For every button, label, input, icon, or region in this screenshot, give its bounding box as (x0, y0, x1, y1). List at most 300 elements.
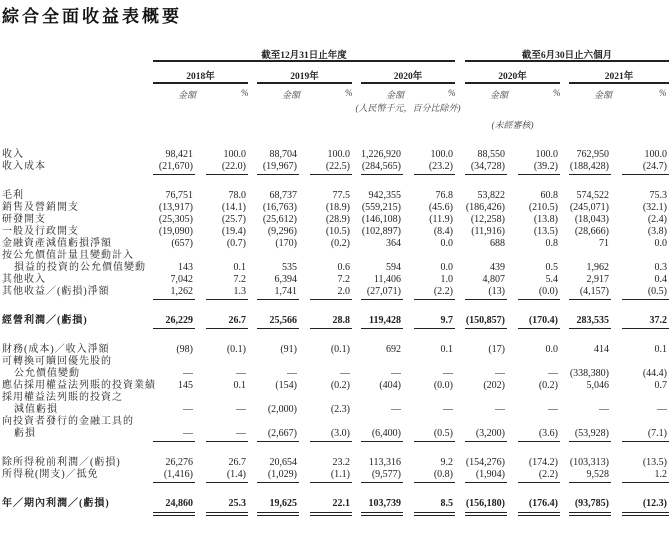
amount-cell: (16,763) (262, 202, 297, 213)
amount-cell: (19,090) (158, 226, 193, 237)
row-label: 銷售及營銷開支 (2, 202, 79, 213)
row-label: 公允價值變動 (14, 368, 80, 379)
pct-cell: 0.1 (233, 380, 246, 391)
pct-cell: (0.2) (330, 380, 350, 391)
amount-cell: (146,108) (361, 214, 401, 225)
pct-cell: (2.4) (647, 214, 667, 225)
row-label: 按公允價值計量且變動計入 (2, 250, 134, 261)
pct-cell: (1.4) (226, 469, 246, 480)
amount-cell: (188,428) (569, 161, 609, 172)
pct-cell: (10.5) (325, 226, 350, 237)
pct-cell: (3.0) (330, 428, 350, 439)
divider (569, 174, 611, 175)
pct-cell: 0.1 (233, 262, 246, 273)
divider (414, 482, 455, 483)
pct-cell: (0.1) (226, 344, 246, 355)
pct-cell: 100.0 (430, 149, 453, 160)
pct-cell: 0.0 (440, 262, 453, 273)
amount-cell: 4,807 (482, 274, 505, 285)
divider (153, 60, 455, 62)
double-divider (465, 512, 507, 516)
amount-cell: (154,276) (465, 457, 505, 468)
divider (153, 82, 248, 84)
amount-cell: 574,522 (576, 190, 609, 201)
amount-cell: (53,928) (574, 428, 609, 439)
amount-cell: 119,428 (369, 315, 401, 326)
amount-cell: 9,528 (586, 469, 609, 480)
row-label: 所得稅(開支)／抵免 (2, 469, 99, 480)
pct-cell: (174.2) (528, 457, 558, 468)
amount-cell: 1,962 (586, 262, 609, 273)
amount-cell: 1,226,920 (361, 149, 401, 160)
row-label: 可轉換可贖回優先股的 (2, 356, 112, 367)
amount-cell: (98) (176, 344, 193, 355)
year-header-2020-h1: 2020年 (498, 72, 527, 82)
amount-cell: 24,860 (165, 498, 193, 509)
amount-cell: (9,577) (371, 469, 401, 480)
row-label: 研發開支 (2, 214, 46, 225)
table-row (0, 314, 669, 327)
amount-cell: — (183, 368, 193, 379)
amount-cell: — (183, 428, 193, 439)
amount-cell: (93,785) (574, 498, 609, 509)
amount-cell: (27,071) (366, 286, 401, 297)
amount-cell: 113,316 (368, 457, 401, 468)
pct-cell: (0.2) (330, 238, 350, 249)
amount-cell: (9,296) (267, 226, 297, 237)
divider (569, 482, 611, 483)
row-label: 除所得稅前利潤／(虧損) (2, 457, 121, 468)
pct-header: % (659, 88, 667, 98)
amount-cell: 145 (178, 380, 193, 391)
divider (206, 174, 248, 175)
divider (622, 174, 669, 175)
amount-cell: 25,566 (269, 315, 297, 326)
amount-cell: — (391, 404, 401, 415)
double-divider (361, 512, 403, 516)
row-label: 虧損 (14, 428, 36, 439)
pct-cell: (7.1) (647, 428, 667, 439)
pct-cell: 22.1 (332, 498, 350, 509)
divider (310, 441, 352, 442)
double-divider (206, 512, 248, 516)
divider (518, 482, 560, 483)
divider (569, 82, 669, 84)
amount-cell: (202) (483, 380, 505, 391)
amount-cell: 692 (386, 344, 401, 355)
pct-cell: (14.1) (221, 202, 246, 213)
pct-cell: 8.5 (440, 498, 453, 509)
pct-cell: 9.7 (440, 315, 453, 326)
pct-cell: — (548, 368, 558, 379)
amount-cell: 68,737 (269, 190, 297, 201)
divider (518, 328, 560, 329)
group-header-six-months: 截至6月30日止六個月 (521, 51, 613, 61)
pct-cell: 78.0 (228, 190, 246, 201)
divider (465, 299, 507, 300)
divider (310, 328, 352, 329)
divider (518, 441, 560, 442)
pct-cell: 0.3 (654, 262, 667, 273)
pct-cell: 0.4 (654, 274, 667, 285)
year-header-2018: 2018年 (186, 72, 215, 82)
amount-cell: (103,313) (569, 457, 609, 468)
pct-cell: 100.0 (535, 149, 558, 160)
pct-cell: (0.5) (433, 428, 453, 439)
divider (310, 299, 352, 300)
group-header-year-end: 截至12月31日止年度 (261, 51, 347, 61)
divider (569, 441, 611, 442)
pct-cell: (170.4) (528, 315, 558, 326)
amount-cell: (13) (488, 286, 505, 297)
amount-cell: 53,822 (477, 190, 505, 201)
pct-cell: (44.4) (642, 368, 667, 379)
amount-cell: (284,565) (361, 161, 401, 172)
amount-cell: 364 (386, 238, 401, 249)
amount-header: 金額 (490, 90, 509, 100)
pct-cell: 1.3 (233, 286, 246, 297)
amount-cell: (21,670) (158, 161, 193, 172)
row-label: 其他收入 (2, 274, 46, 285)
pct-cell: (39.2) (533, 161, 558, 172)
amount-cell: (17) (488, 344, 505, 355)
row-label: 金融資產減值虧損淨額 (2, 238, 112, 249)
pct-cell: (28.9) (325, 214, 350, 225)
amount-cell: (3,200) (475, 428, 505, 439)
amount-cell: (150,857) (465, 315, 505, 326)
row-label: 一般及行政開支 (2, 226, 79, 237)
pct-cell: — (657, 404, 667, 415)
divider (153, 174, 195, 175)
divider (622, 328, 669, 329)
divider (465, 60, 669, 62)
pct-cell: (0.5) (647, 286, 667, 297)
double-divider (518, 512, 560, 516)
pct-cell: — (236, 368, 246, 379)
divider (206, 441, 248, 442)
amount-cell: (559,215) (361, 202, 401, 213)
year-header-2021-h1: 2021年 (604, 72, 634, 82)
amount-cell: 11,406 (373, 274, 401, 285)
amount-header: 金額 (594, 90, 613, 100)
row-label: 損益的投資的公允價值變動 (14, 262, 146, 273)
double-divider (414, 512, 455, 516)
divider (622, 299, 669, 300)
divider (518, 174, 560, 175)
row-label: 收入成本 (2, 161, 46, 172)
pct-cell: — (340, 368, 350, 379)
amount-cell: — (391, 368, 401, 379)
pct-cell: 9.2 (440, 457, 453, 468)
amount-header: 金額 (178, 90, 197, 100)
year-header-2020: 2020年 (393, 72, 423, 82)
amount-cell: 26,276 (165, 457, 193, 468)
amount-cell: 20,654 (269, 457, 297, 468)
pct-cell: 26.7 (228, 315, 246, 326)
pct-cell: (2.3) (330, 404, 350, 415)
pct-cell: 37.2 (649, 315, 667, 326)
pct-cell: (210.5) (528, 202, 558, 213)
divider (361, 299, 403, 300)
amount-cell: (25,612) (262, 214, 297, 225)
amount-cell: (6,400) (371, 428, 401, 439)
pct-cell: (13.5) (533, 226, 558, 237)
divider (518, 299, 560, 300)
pct-cell: 26.7 (228, 457, 246, 468)
pct-cell: (23.2) (428, 161, 453, 172)
divider (622, 482, 669, 483)
divider (257, 328, 299, 329)
row-label: 年／期內利潤／(虧損) (2, 498, 110, 509)
amount-cell: 283,535 (576, 315, 609, 326)
pct-cell: 77.5 (332, 190, 350, 201)
double-divider (257, 512, 299, 516)
pct-cell: 100.0 (223, 149, 246, 160)
divider (257, 441, 299, 442)
pct-cell: — (443, 368, 453, 379)
divider (310, 482, 352, 483)
divider (153, 299, 195, 300)
double-divider (310, 512, 352, 516)
amount-cell: (170) (275, 238, 297, 249)
table-row (0, 160, 669, 173)
amount-cell: — (599, 404, 609, 415)
divider (257, 299, 299, 300)
pct-cell: 23.2 (332, 457, 350, 468)
amount-cell: 7,042 (170, 274, 193, 285)
pct-cell: (13.5) (642, 457, 667, 468)
divider (257, 174, 299, 175)
pct-cell: 0.8 (545, 238, 558, 249)
divider (310, 174, 352, 175)
amount-cell: 76,751 (165, 190, 193, 201)
amount-cell: 1,262 (170, 286, 193, 297)
amount-cell: 71 (599, 238, 609, 249)
page-title: 綜合全面收益表概要 (2, 7, 182, 26)
table-row (0, 427, 669, 440)
amount-cell: (13,917) (158, 202, 193, 213)
pct-cell: 28.8 (332, 315, 350, 326)
amount-cell: 535 (282, 262, 297, 273)
divider (414, 441, 455, 442)
divider (361, 328, 403, 329)
pct-cell: 2.0 (337, 286, 350, 297)
amount-cell: 19,625 (269, 498, 297, 509)
divider (206, 328, 248, 329)
pct-cell: 0.1 (440, 344, 453, 355)
pct-cell: — (236, 428, 246, 439)
amount-cell: 143 (178, 262, 193, 273)
amount-cell: (25,305) (158, 214, 193, 225)
pct-cell: (11.9) (429, 214, 453, 225)
amount-cell: 103,739 (368, 498, 401, 509)
pct-cell: (3.6) (538, 428, 558, 439)
pct-cell: 0.0 (545, 344, 558, 355)
amount-cell: 1,741 (274, 286, 297, 297)
double-divider (153, 512, 195, 516)
unaudited-note: (未經審核) (491, 120, 534, 130)
divider (465, 482, 507, 483)
pct-cell: (0.0) (433, 380, 453, 391)
pct-cell: 0.0 (654, 238, 667, 249)
divider (622, 441, 669, 442)
pct-cell: (12.3) (642, 498, 667, 509)
amount-cell: (186,426) (465, 202, 505, 213)
amount-cell: (2,667) (267, 428, 297, 439)
amount-cell: (91) (280, 344, 297, 355)
currency-note: (人民幣千元，百分比除外) (355, 103, 461, 113)
amount-cell: 414 (594, 344, 609, 355)
pct-cell: 0.5 (545, 262, 558, 273)
pct-cell: (32.1) (642, 202, 667, 213)
amount-cell: (28,666) (574, 226, 609, 237)
divider (153, 441, 195, 442)
pct-cell: (0.0) (538, 286, 558, 297)
row-label: 毛利 (2, 190, 24, 201)
divider (361, 482, 403, 483)
divider (465, 174, 507, 175)
pct-cell: 1.2 (654, 469, 667, 480)
pct-cell: (22.5) (325, 161, 350, 172)
amount-cell: (1,416) (163, 469, 193, 480)
amount-cell: 88,550 (477, 149, 505, 160)
pct-header: % (241, 88, 249, 98)
amount-cell: (154) (275, 380, 297, 391)
amount-cell: (34,728) (470, 161, 505, 172)
pct-cell: (0.7) (226, 238, 246, 249)
double-divider (569, 512, 611, 516)
pct-cell: (0.2) (538, 380, 558, 391)
table-row (0, 468, 669, 481)
divider (361, 441, 403, 442)
amount-cell: 594 (386, 262, 401, 273)
divider (206, 482, 248, 483)
amount-cell: (18,043) (574, 214, 609, 225)
amount-cell: 762,950 (576, 149, 609, 160)
row-label: 向投資者發行的金融工具的 (2, 416, 134, 427)
pct-cell: (18.9) (325, 202, 350, 213)
divider (465, 328, 507, 329)
divider (569, 299, 611, 300)
amount-header: 金額 (282, 90, 301, 100)
pct-cell: (13.8) (533, 214, 558, 225)
double-divider (622, 512, 669, 516)
pct-cell: 0.7 (654, 380, 667, 391)
amount-header: 金額 (386, 90, 405, 100)
amount-cell: (657) (171, 238, 193, 249)
row-label: 經營利潤／(虧損) (2, 315, 88, 326)
pct-header: % (345, 88, 353, 98)
table-row (0, 497, 669, 510)
pct-cell: 0.0 (440, 238, 453, 249)
pct-cell: (3.8) (647, 226, 667, 237)
pct-cell: (2.2) (433, 286, 453, 297)
pct-cell: (0.1) (330, 344, 350, 355)
pct-cell: (45.6) (428, 202, 453, 213)
divider (414, 328, 455, 329)
amount-cell: — (287, 368, 297, 379)
row-label: 收入 (2, 149, 24, 160)
divider (414, 299, 455, 300)
amount-cell: (156,180) (465, 498, 505, 509)
pct-cell: 7.2 (233, 274, 246, 285)
amount-cell: 98,421 (165, 149, 193, 160)
amount-cell: (11,916) (471, 226, 505, 237)
pct-cell: 0.6 (337, 262, 350, 273)
amount-cell: (404) (379, 380, 401, 391)
pct-cell: 75.3 (649, 190, 667, 201)
amount-cell: 26,229 (165, 315, 193, 326)
row-label: 應佔採用權益法列賬的投資業績 (2, 380, 156, 391)
divider (569, 328, 611, 329)
divider (206, 299, 248, 300)
amount-cell: (338,380) (569, 368, 609, 379)
amount-cell: — (183, 404, 193, 415)
divider (414, 174, 455, 175)
pct-cell: 7.2 (337, 274, 350, 285)
amount-cell: 439 (490, 262, 505, 273)
pct-cell: — (443, 404, 453, 415)
amount-cell: — (495, 404, 505, 415)
pct-cell: 5.4 (545, 274, 558, 285)
pct-cell: (8.4) (433, 226, 453, 237)
amount-cell: (12,258) (470, 214, 505, 225)
pct-cell: (2.2) (538, 469, 558, 480)
pct-cell: (25.7) (221, 214, 246, 225)
amount-cell: (102,897) (361, 226, 401, 237)
row-label: 財務(成本)／收入淨額 (2, 344, 110, 355)
amount-cell: (19,967) (262, 161, 297, 172)
pct-cell: (22.0) (221, 161, 246, 172)
amount-cell: (2,000) (267, 404, 297, 415)
amount-cell: 6,394 (274, 274, 297, 285)
divider (153, 482, 195, 483)
divider (465, 82, 560, 84)
row-label: 其他收益／(虧損)淨額 (2, 286, 110, 297)
amount-cell: (1,904) (475, 469, 505, 480)
pct-cell: (0.8) (433, 469, 453, 480)
pct-cell: 100.0 (327, 149, 350, 160)
divider (361, 174, 403, 175)
divider (153, 328, 195, 329)
amount-cell: 5,046 (586, 380, 609, 391)
divider (257, 482, 299, 483)
divider (361, 82, 455, 84)
row-label: 減值虧損 (14, 404, 58, 415)
divider (257, 82, 352, 84)
pct-header: % (448, 88, 456, 98)
amount-cell: (4,157) (579, 286, 609, 297)
amount-cell: 688 (490, 238, 505, 249)
table-row (0, 285, 669, 298)
amount-cell: 88,704 (269, 149, 297, 160)
divider (465, 441, 507, 442)
pct-cell: 100.0 (644, 149, 667, 160)
pct-cell: — (548, 404, 558, 415)
pct-cell: — (236, 404, 246, 415)
pct-cell: (24.7) (642, 161, 667, 172)
amount-cell: (1,029) (267, 469, 297, 480)
year-header-2019: 2019年 (290, 72, 319, 82)
amount-cell: (245,071) (569, 202, 609, 213)
pct-cell: (176.4) (528, 498, 558, 509)
pct-cell: (19.4) (221, 226, 246, 237)
pct-cell: 1.0 (440, 274, 453, 285)
row-label: 採用權益法列賬的投資之 (2, 392, 123, 403)
amount-cell: 942,355 (368, 190, 401, 201)
pct-cell: (1.1) (330, 469, 350, 480)
pct-cell: 76.8 (435, 190, 453, 201)
